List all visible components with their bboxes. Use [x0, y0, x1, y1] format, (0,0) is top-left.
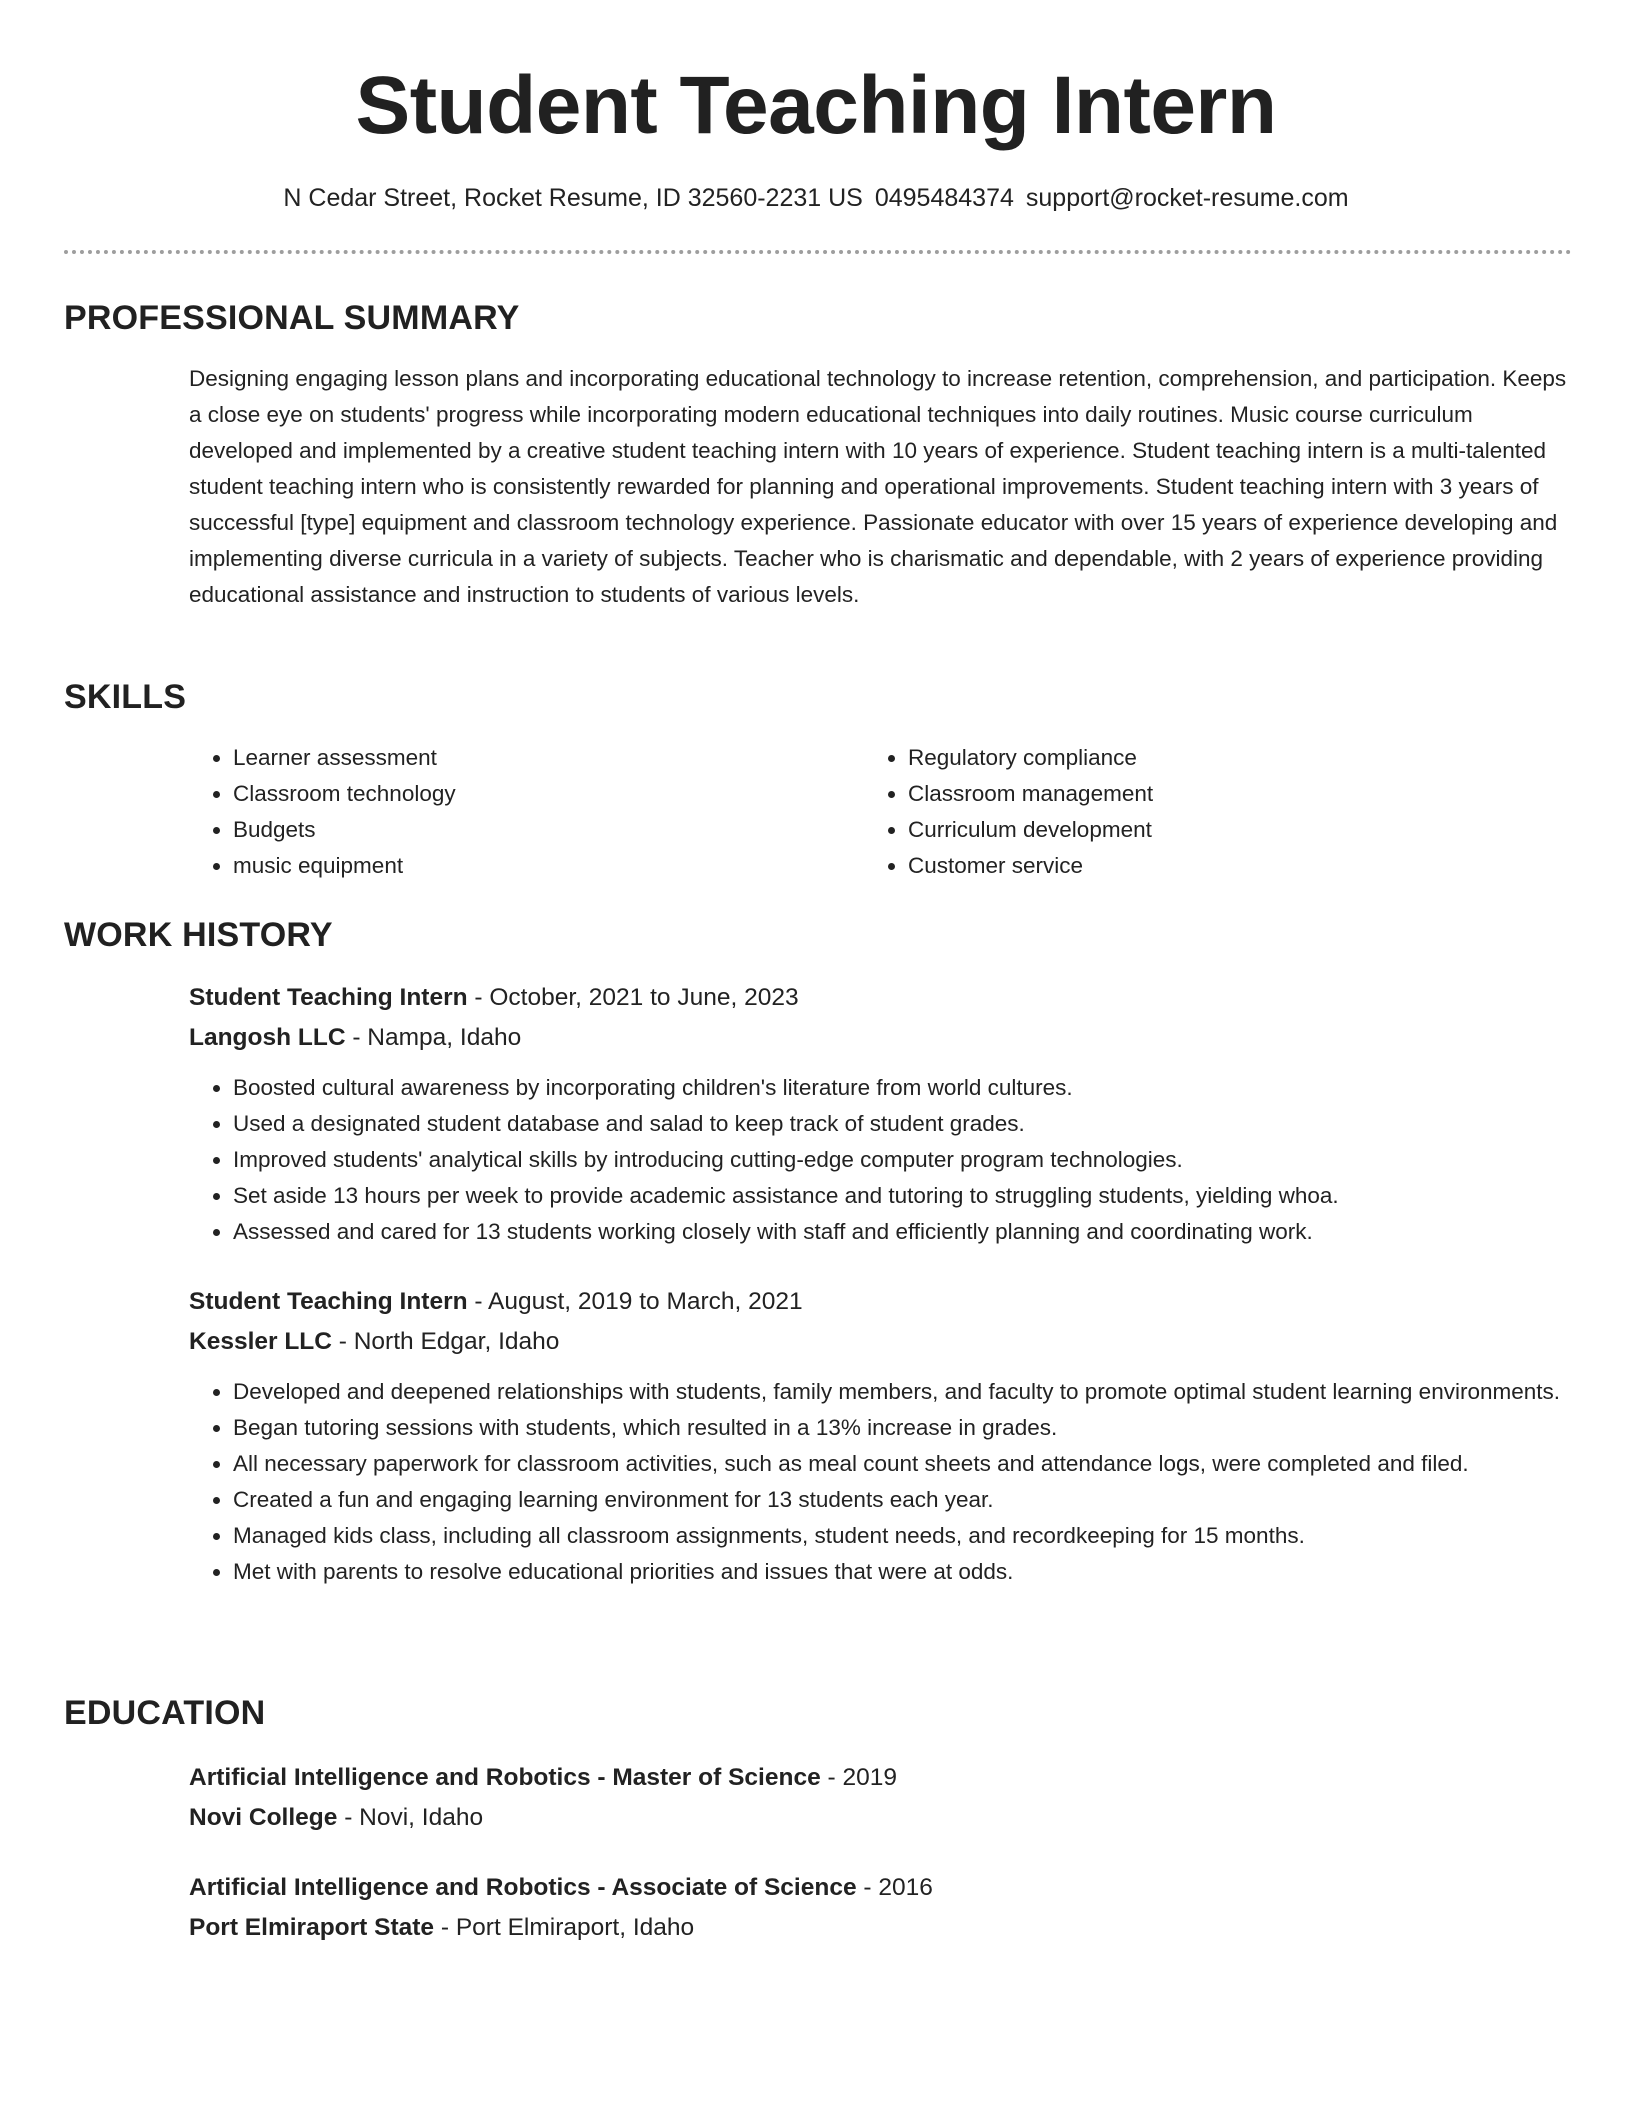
- contact-line: [0, 182, 1632, 214]
- job-title-line: [189, 978, 1574, 1018]
- skill-item: • Customer service: [908, 848, 1464, 884]
- job-title: Student Teaching Intern: [189, 1288, 468, 1315]
- candidate-name: Student Teaching Intern: [355, 60, 1277, 151]
- job-bullet: • Managed kids class, including all classroom assignments, student needs, and recordkeeping for 15 months.: [233, 1518, 1574, 1554]
- contact-email: support@rocket-resume.com: [1025, 184, 1349, 212]
- job-company: Kessler LLC: [189, 1328, 332, 1355]
- job-bullet: • Began tutoring sessions with students, which resulted in a 13% increase in grades.: [233, 1410, 1574, 1446]
- contact-phone: 0495484374: [874, 184, 1014, 212]
- school-name: Novi College: [189, 1804, 338, 1831]
- job-entry: [189, 1282, 1574, 1590]
- skills-column-right: [864, 740, 1464, 884]
- job-location: - Nampa, Idaho: [345, 1024, 522, 1051]
- school-name: Port Elmiraport State: [189, 1914, 435, 1941]
- job-location: - North Edgar, Idaho: [331, 1328, 560, 1355]
- education-entry: [189, 1758, 1574, 1838]
- school-line: [189, 1798, 1574, 1838]
- education-entry: [189, 1868, 1574, 1948]
- skill-item: • Curriculum development: [908, 812, 1464, 848]
- job-bullet: • Created a fun and engaging learning environment for 13 students each year.: [233, 1482, 1574, 1518]
- job-bullets: [189, 1070, 1574, 1250]
- job-bullet: • Assessed and cared for 13 students working closely with staff and efficiently planning and coordinating work.: [233, 1214, 1574, 1250]
- degree-title: Artificial Intelligence and Robotics - Associate of Science: [189, 1874, 857, 1901]
- skill-item: • Budgets: [233, 812, 789, 848]
- job-bullet: • All necessary paperwork for classroom activities, such as meal count sheets and attendance logs, were completed and filed.: [233, 1446, 1574, 1482]
- degree-title: Artificial Intelligence and Robotics - Master of Science: [189, 1764, 821, 1791]
- job-bullet: • Developed and deepened relationships with students, family members, and faculty to promote optimal student learning environments.: [233, 1374, 1574, 1410]
- header-divider: [64, 250, 1572, 254]
- school-line: [189, 1908, 1574, 1948]
- job-title-line: [189, 1282, 1574, 1322]
- job-company-line: [189, 1322, 1574, 1362]
- skills-column-left: [189, 740, 789, 884]
- degree-line: [189, 1758, 1574, 1798]
- school-location: - Port Elmiraport, Idaho: [434, 1914, 695, 1941]
- skills-list-right: [864, 740, 1464, 884]
- skills-list-left: [189, 740, 789, 884]
- job-title: Student Teaching Intern: [189, 984, 468, 1011]
- job-dates: - October, 2021 to June, 2023: [467, 984, 799, 1011]
- school-location: - Novi, Idaho: [337, 1804, 484, 1831]
- skill-item: • Classroom technology: [233, 776, 789, 812]
- job-bullet: • Improved students' analytical skills by introducing cutting-edge computer program technologies.: [233, 1142, 1574, 1178]
- summary-heading: PROFESSIONAL SUMMARY: [64, 299, 520, 337]
- contact-address: N Cedar Street, Rocket Resume, ID 32560-2231 US: [283, 184, 863, 212]
- summary-text: Designing engaging lesson plans and incorporating educational technology to increase retention, comprehension, and participation. Keeps a close eye on students' progress while incorporating modern educational techniques into daily routines. Music course curriculum developed and implemented by a creative student teaching intern with 10 years of experience. Student teaching intern is a multi-talented student teaching intern who is consistently rewarded for planning and operational improvements. Student teaching intern with 3 years of successful [type] equipment and classroom technology experience. Passionate educator with over 15 years of experience developing and implementing diverse curricula in a variety of subjects. Teacher who is charismatic and dependable, with 2 years of experience providing educational assistance and instruction to students of various levels.: [189, 366, 1567, 607]
- skill-item: • Regulatory compliance: [908, 740, 1464, 776]
- degree-line: [189, 1868, 1574, 1908]
- job-bullet: • Set aside 13 hours per week to provide academic assistance and tutoring to struggling students, yielding whoa.: [233, 1178, 1574, 1214]
- job-bullet: • Boosted cultural awareness by incorporating children's literature from world cultures.: [233, 1070, 1574, 1106]
- skill-item: • Classroom management: [908, 776, 1464, 812]
- degree-year: - 2016: [856, 1874, 933, 1901]
- skills-heading: SKILLS: [64, 678, 187, 716]
- job-entry: [189, 978, 1574, 1250]
- work-history-heading: WORK HISTORY: [64, 916, 333, 954]
- job-company-line: [189, 1018, 1574, 1058]
- job-bullet: • Used a designated student database and salad to keep track of student grades.: [233, 1106, 1574, 1142]
- skill-item: • Learner assessment: [233, 740, 789, 776]
- skill-item: • music equipment: [233, 848, 789, 884]
- job-bullet: • Met with parents to resolve educational priorities and issues that were at odds.: [233, 1554, 1574, 1590]
- degree-year: - 2019: [820, 1764, 897, 1791]
- skills-section: [189, 740, 1574, 890]
- summary-section: [189, 361, 1574, 613]
- job-company: Langosh LLC: [189, 1024, 346, 1051]
- job-dates: - August, 2019 to March, 2021: [467, 1288, 803, 1315]
- job-bullets: [189, 1374, 1574, 1590]
- education-heading: EDUCATION: [64, 1694, 266, 1732]
